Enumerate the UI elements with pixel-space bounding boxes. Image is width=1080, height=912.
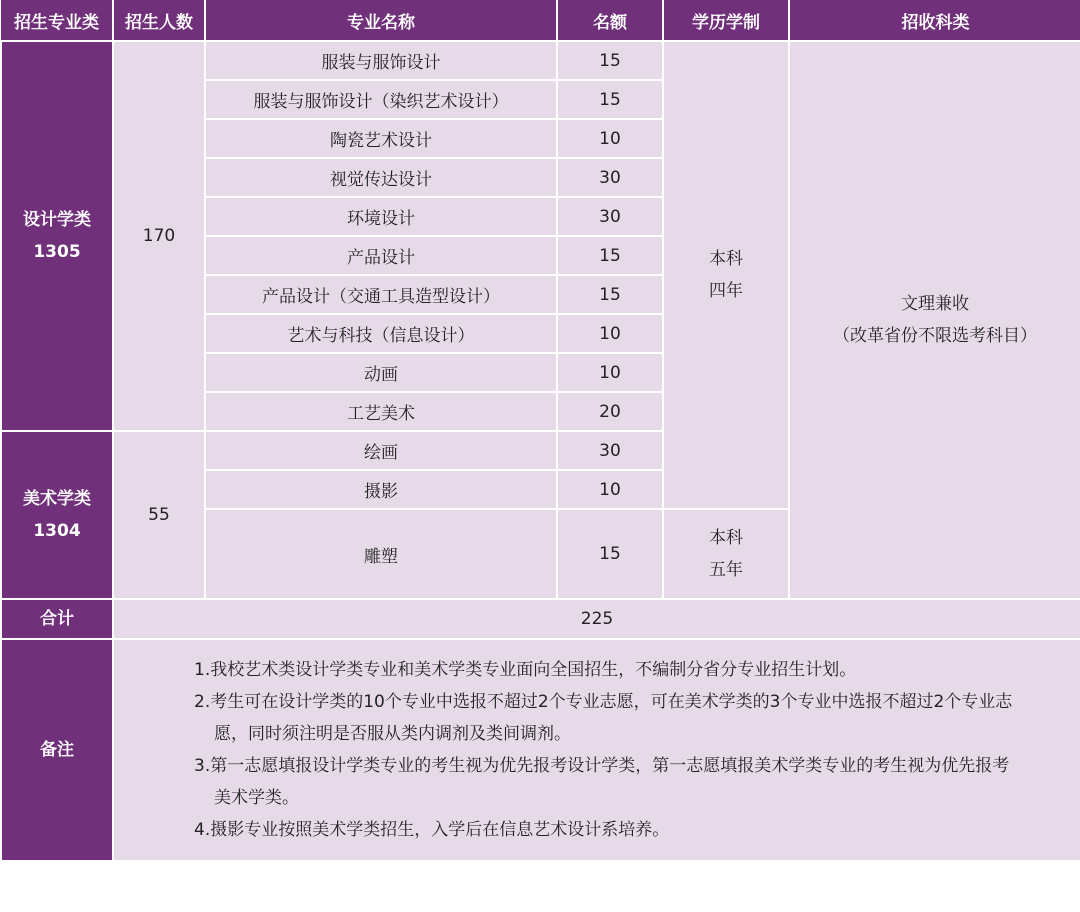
note-item-continued: 美术学类。 bbox=[214, 788, 299, 808]
note-item: 3.第一志愿填报设计学类专业的考生视为优先报考设计学类，第一志愿填报美术学类专业的考生视为优先报考 bbox=[194, 756, 1010, 776]
notes-row bbox=[1, 639, 1080, 861]
total-row bbox=[1, 599, 1080, 639]
major-name: 服装与服饰设计 bbox=[205, 41, 557, 80]
major-quota: 15 bbox=[557, 275, 663, 314]
category-fine-arts bbox=[1, 431, 113, 599]
major-quota: 10 bbox=[557, 353, 663, 392]
major-quota: 10 bbox=[557, 470, 663, 509]
enroll-count: 55 bbox=[113, 431, 205, 599]
major-quota: 15 bbox=[557, 41, 663, 80]
major-quota: 15 bbox=[557, 509, 663, 599]
degree-4yr bbox=[663, 41, 789, 509]
major-name: 服装与服饰设计（染织艺术设计） bbox=[205, 80, 557, 119]
degree-level: 本科 bbox=[709, 249, 743, 269]
notes-label: 备注 bbox=[1, 639, 113, 861]
subject-line1: 文理兼收 bbox=[901, 294, 969, 314]
major-name: 绘画 bbox=[205, 431, 557, 470]
category-code: 1304 bbox=[33, 521, 81, 541]
major-name: 工艺美术 bbox=[205, 392, 557, 431]
major-quota: 30 bbox=[557, 197, 663, 236]
major-name: 视觉传达设计 bbox=[205, 158, 557, 197]
header-quota: 名额 bbox=[557, 0, 663, 41]
major-quota: 10 bbox=[557, 119, 663, 158]
major-name: 产品设计 bbox=[205, 236, 557, 275]
degree-5yr bbox=[663, 509, 789, 599]
table-row bbox=[1, 41, 1080, 80]
notes-list bbox=[194, 654, 1070, 846]
note-item-continued: 愿，同时须注明是否服从类内调剂及类间调剂。 bbox=[214, 724, 571, 744]
degree-level: 本科 bbox=[709, 528, 743, 548]
major-quota: 15 bbox=[557, 236, 663, 275]
header-degree: 学历学制 bbox=[663, 0, 789, 41]
header-category: 招生专业类 bbox=[1, 0, 113, 41]
major-quota: 20 bbox=[557, 392, 663, 431]
major-quota: 10 bbox=[557, 314, 663, 353]
major-name: 摄影 bbox=[205, 470, 557, 509]
note-item: 2.考生可在设计学类的10个专业中选报不超过2个专业志愿，可在美术学类的3个专业中选报不超过2个专业志 bbox=[194, 692, 1013, 712]
major-quota: 15 bbox=[557, 80, 663, 119]
header-row bbox=[1, 0, 1080, 41]
category-code: 1305 bbox=[33, 242, 81, 262]
category-name: 美术学类 bbox=[23, 489, 91, 509]
major-quota: 30 bbox=[557, 158, 663, 197]
header-count: 招生人数 bbox=[113, 0, 205, 41]
degree-duration: 五年 bbox=[709, 560, 743, 580]
major-name: 雕塑 bbox=[205, 509, 557, 599]
total-label: 合计 bbox=[1, 599, 113, 639]
major-name: 陶瓷艺术设计 bbox=[205, 119, 557, 158]
enroll-count: 170 bbox=[113, 41, 205, 431]
major-name: 环境设计 bbox=[205, 197, 557, 236]
degree-duration: 四年 bbox=[709, 281, 743, 301]
note-item: 4.摄影专业按照美术学类招生，入学后在信息艺术设计系培养。 bbox=[194, 820, 670, 840]
subject-requirement bbox=[789, 41, 1080, 599]
notes-content bbox=[113, 639, 1080, 861]
total-value: 225 bbox=[113, 599, 1080, 639]
major-name: 产品设计（交通工具造型设计） bbox=[205, 275, 557, 314]
header-major-name: 专业名称 bbox=[205, 0, 557, 41]
major-name: 艺术与科技（信息设计） bbox=[205, 314, 557, 353]
category-design bbox=[1, 41, 113, 431]
major-name: 动画 bbox=[205, 353, 557, 392]
category-name: 设计学类 bbox=[23, 210, 91, 230]
header-subject: 招收科类 bbox=[789, 0, 1080, 41]
note-item: 1.我校艺术类设计学类专业和美术学类专业面向全国招生，不编制分省分专业招生计划。 bbox=[194, 660, 857, 680]
major-quota: 30 bbox=[557, 431, 663, 470]
subject-line2: （改革省份不限选考科目） bbox=[833, 326, 1037, 346]
